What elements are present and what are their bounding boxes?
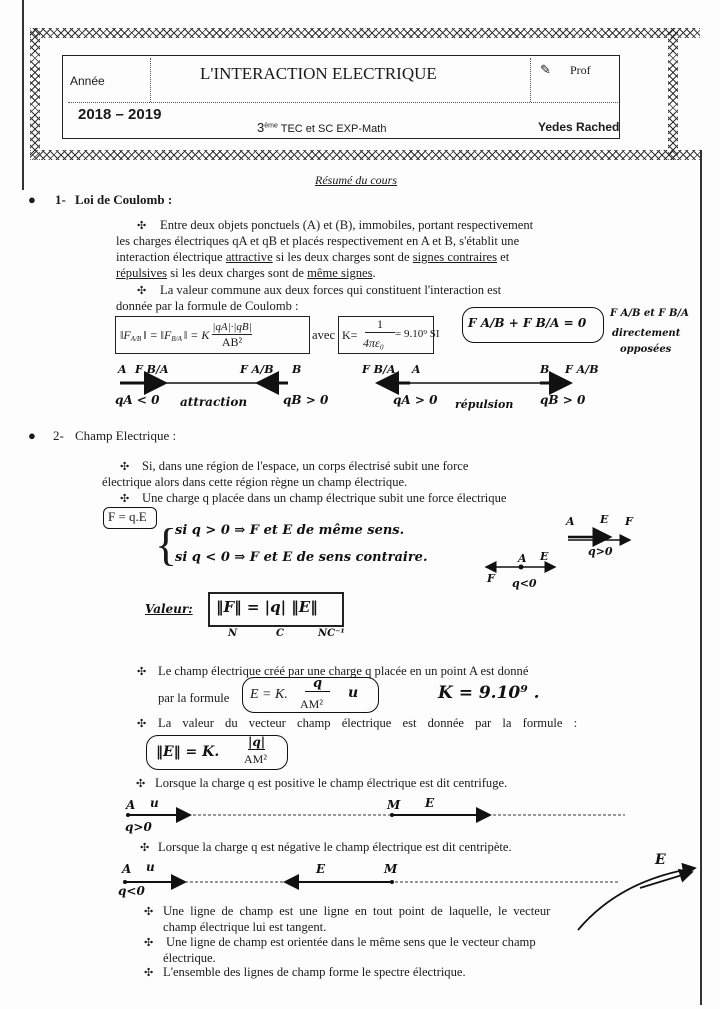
paragraph-line: Une ligne de champ est une ligne en tout point de laquelle, le vecteur: [163, 904, 551, 918]
paragraph-line: champ électrique lui est tangent.: [163, 920, 327, 934]
formula-part: K=: [342, 328, 358, 342]
point-a: A: [518, 552, 527, 565]
point-m: M: [384, 862, 398, 876]
diamond-bullet-icon: ✣: [144, 906, 154, 918]
force-label: F A/B: [565, 363, 599, 376]
formula-numerator: 1: [365, 317, 395, 333]
formula-part: ‖ = ‖F: [143, 327, 172, 342]
charge-label: q>0: [125, 820, 152, 834]
unit-label: N: [228, 628, 238, 639]
paragraph-line: L'ensemble des lignes de champ forme le spectre électrique.: [163, 965, 466, 979]
school-year: 2018 – 2019: [78, 106, 162, 123]
section2-number: 2-: [53, 428, 64, 443]
vector-f-label: F: [487, 572, 495, 585]
text: .: [372, 266, 376, 280]
year-label: Année: [70, 74, 105, 88]
prof-label: Prof: [570, 63, 591, 77]
formula-denominator: 4πε₀: [363, 336, 384, 350]
level-text: TEC et SC EXP-Math: [280, 123, 387, 135]
point-a: A: [412, 363, 421, 376]
formula-denominator: AB²: [221, 335, 243, 349]
point-a: A: [118, 363, 127, 376]
avec-label: avec: [312, 328, 336, 342]
diamond-bullet-icon: ✣: [120, 461, 130, 473]
level-num: 3: [257, 120, 265, 135]
page-title: L'INTERACTION ELECTRIQUE: [200, 64, 437, 83]
keyword-repulsives: répulsives: [116, 266, 168, 280]
diamond-bullet-icon: ✣: [136, 778, 146, 790]
diamond-bullet-icon: ✣: [144, 937, 154, 949]
paragraph-line: électrique.: [163, 951, 216, 965]
point-m: M: [387, 798, 401, 812]
paragraph-line: Le champ électrique créé par une charge q placée en un point A est donné: [158, 664, 529, 678]
section1-title: Loi de Coulomb :: [75, 192, 173, 207]
point-a: A: [122, 862, 132, 876]
charge-label: q<0: [118, 884, 145, 898]
formula-part: ‖F: [120, 327, 131, 342]
paragraph-line: les charges électriques qA et qB et placés respectivement en A et B, s'établit une: [116, 234, 520, 248]
vector-e-label: E: [425, 796, 435, 810]
charge-label: q<0: [512, 577, 537, 590]
hand-note: F A/B et F B/A: [610, 308, 689, 319]
section2-title: Champ Electrique :: [75, 428, 177, 443]
force-label: F B/A: [362, 363, 396, 376]
unit-label: C: [276, 628, 284, 639]
text: et: [500, 250, 510, 264]
diamond-bullet-icon: ✣: [140, 842, 150, 854]
section-bullet: ●: [28, 192, 36, 207]
pencil-icon: ✎: [540, 62, 551, 77]
paragraph-line: Si, dans une région de l'espace, un corps électrisé subit une force: [142, 459, 469, 473]
diamond-bullet-icon: ✣: [137, 220, 147, 232]
charge-label: q>0: [588, 545, 613, 558]
charge-label: qA > 0: [393, 393, 438, 407]
diamond-bullet-icon: ✣: [137, 285, 147, 297]
hand-case-negative: si q < 0 ⇒ F et E de sens contraire.: [175, 550, 428, 565]
text: si les deux charges sont de: [170, 266, 304, 280]
k-value: K = 9.10⁹ .: [438, 683, 540, 703]
valeur-label: Valeur:: [145, 602, 193, 616]
formula-numerator: |qA|·|qB|: [212, 321, 252, 333]
formula-part: = 9.10⁹ SI: [395, 328, 440, 340]
paragraph-line: Une charge q placée dans un champ électrique subit une force électrique: [142, 491, 507, 505]
formula-sub: B/A: [171, 335, 182, 343]
paragraph-line: par la formule: [158, 691, 230, 705]
formula-numerator: |q|: [248, 735, 266, 749]
diamond-bullet-icon: ✣: [144, 967, 154, 979]
charge-label: qA < 0: [115, 393, 160, 407]
formula-denominator: AM²: [300, 697, 323, 711]
diamond-bullet-icon: ✣: [137, 666, 147, 678]
section-bullet: ●: [28, 428, 36, 443]
paragraph-line: Une ligne de champ est orientée dans le même sens que le vecteur champ: [166, 935, 536, 949]
paragraph-line: Lorsque la charge q est négative le champ électrique est dit centripète.: [158, 840, 512, 854]
unit-label: NC⁻¹: [318, 628, 345, 639]
keyword-signes-contraires: signes contraires: [412, 250, 498, 264]
unit-vector-u: u: [150, 796, 159, 810]
charge-label: qB > 0: [540, 393, 586, 407]
formula-sub: A/B: [130, 335, 142, 343]
formula-part: ‖E‖ = K.: [156, 744, 220, 760]
charge-label: qB > 0: [283, 393, 329, 407]
attraction-label: attraction: [180, 395, 248, 409]
point-b: B: [292, 363, 302, 376]
valeur-formula: ‖F‖ = |q| ‖E‖: [216, 598, 318, 616]
paragraph-line: La valeur du vecteur champ électrique est donnée par la formule :: [158, 716, 578, 730]
paragraph-line: électrique alors dans cette région règne un champ électrique.: [102, 475, 408, 489]
vector-f-label: F: [625, 515, 633, 528]
diamond-bullet-icon: ✣: [120, 493, 130, 505]
paragraph-line: donnée par la formule de Coulomb :: [116, 299, 299, 313]
keyword-attractive: attractive: [225, 250, 273, 264]
subtitle: Résumé du cours: [315, 173, 397, 187]
vector-e-label: E: [540, 550, 549, 563]
unit-vector-u: u: [348, 685, 359, 701]
point-a: A: [566, 515, 575, 528]
level-sup: ème: [264, 122, 278, 130]
formula-part: E = K.: [250, 687, 288, 702]
hand-note: opposées: [620, 344, 672, 355]
vector-e-label: E: [316, 862, 326, 876]
hand-case-positive: si q > 0 ⇒ F et E de même sens.: [175, 523, 405, 538]
repulsion-label: répulsion: [455, 398, 514, 411]
diamond-bullet-icon: ✣: [137, 718, 147, 730]
unit-vector-u: u: [146, 860, 155, 874]
paragraph-line: Entre deux objets ponctuels (A) et (B), immobiles, portant respectivement: [160, 218, 534, 232]
teacher-name: Yedes Rached: [538, 120, 620, 134]
point-a: A: [126, 798, 136, 812]
curve-e-label: E: [655, 852, 666, 868]
vector-e-label: E: [600, 513, 609, 526]
paragraph-line: La valeur commune aux deux forces qui constituent l'interaction est: [160, 283, 502, 297]
keyword-meme-signes: même signes: [307, 266, 373, 280]
text: interaction électrique: [116, 250, 223, 264]
force-formula: F = q.E: [108, 509, 147, 524]
text: si les deux charges sont de: [275, 250, 410, 264]
brace: {: [155, 519, 178, 570]
paragraph-line: Lorsque la charge q est positive le champ électrique est dit centrifuge.: [155, 776, 508, 790]
hand-note: directement: [612, 328, 681, 339]
force-label: F A/B: [240, 363, 274, 376]
formula-denominator: AM²: [244, 752, 267, 766]
formula-numerator: q: [305, 676, 330, 692]
formula-part: ‖ = K: [183, 327, 210, 342]
section1-number: 1-: [55, 192, 66, 207]
point-b: B: [540, 363, 550, 376]
force-label: F B/A: [135, 363, 169, 376]
hand-sum-formula: F A/B + F B/A = 0: [468, 316, 587, 330]
